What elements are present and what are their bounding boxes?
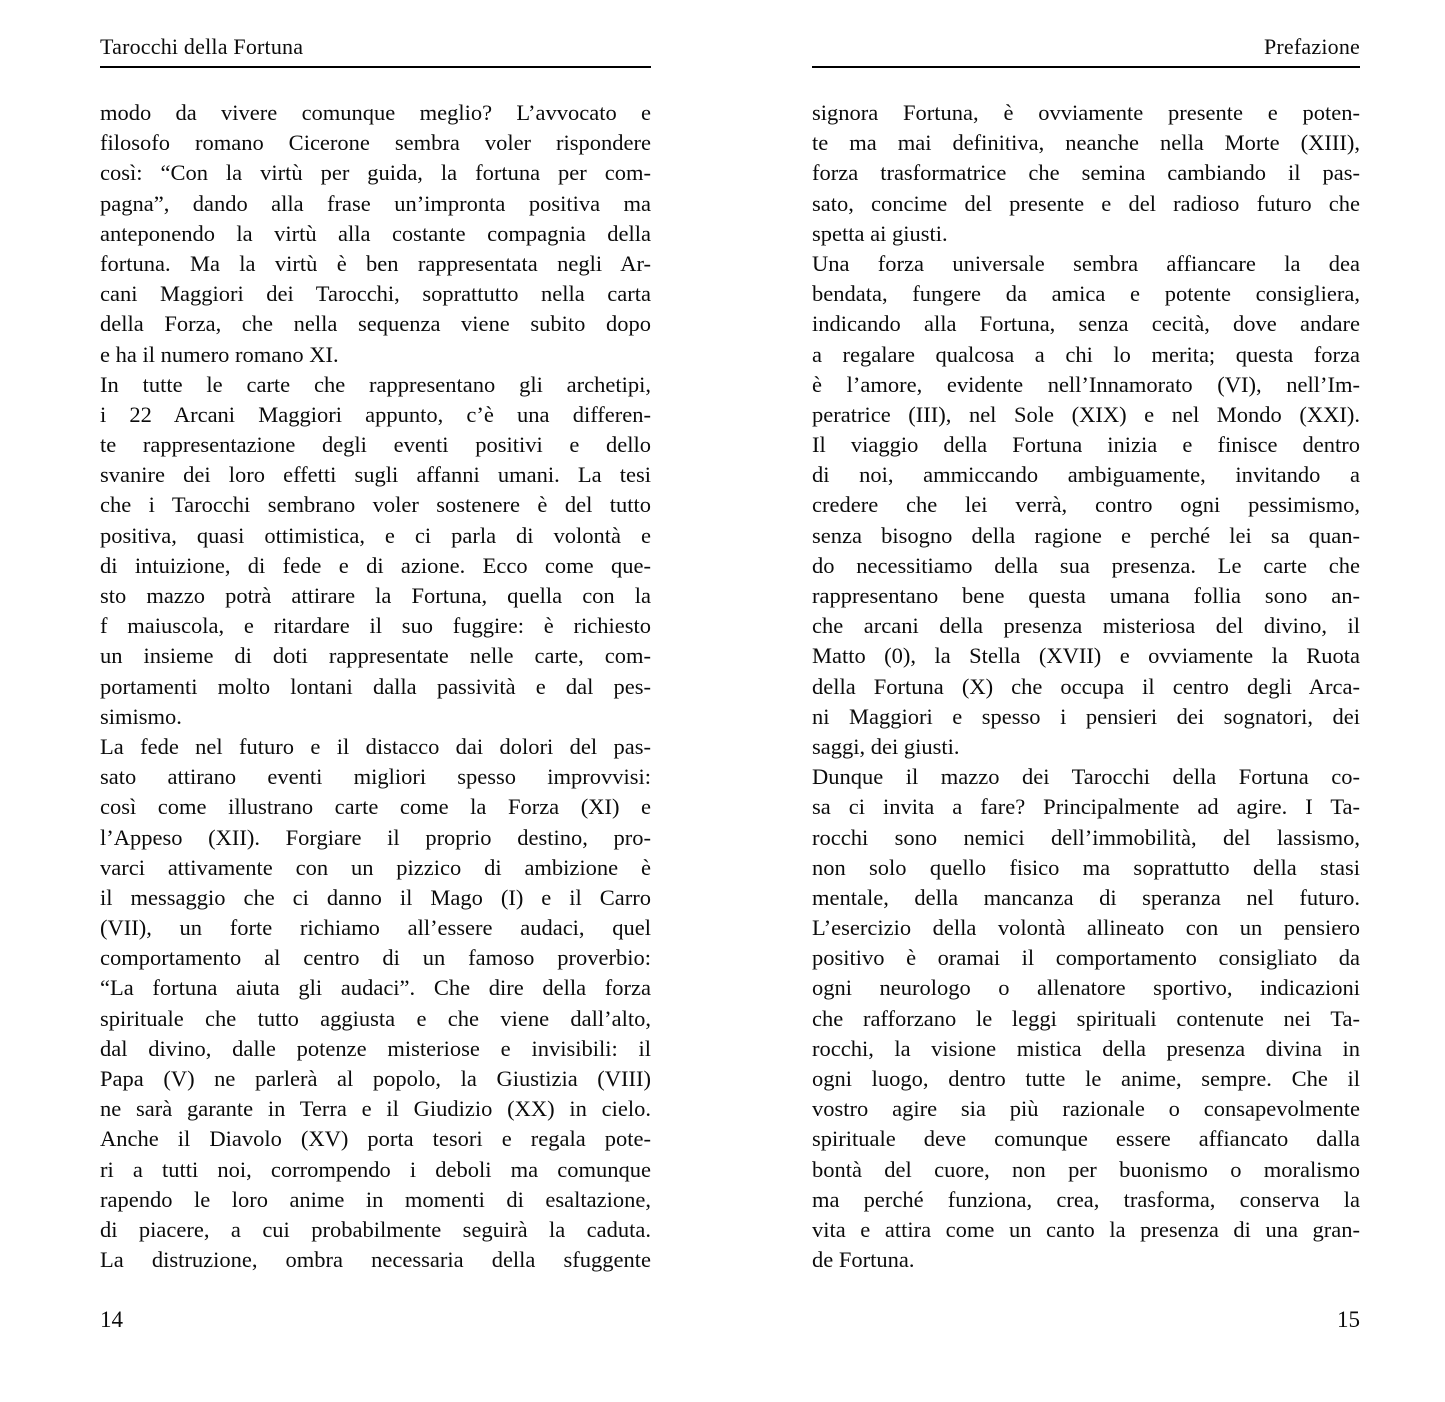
page-right <box>812 34 1360 1333</box>
page-body-right <box>812 98 1360 1275</box>
running-header-right: Prefazione <box>1263 34 1360 59</box>
text-line: ogni luogo, dentro tutte le anime, sempre. Che il <box>812 1066 1360 1091</box>
header-rule-left <box>100 66 651 68</box>
text-line: “La fortuna aiuta gli audaci”. Che dire della forza <box>100 975 651 1001</box>
text-line: indicando alla Fortuna, senza cecità, dove andare <box>812 311 1360 337</box>
text-line: di piacere, a cui probabilmente seguirà la caduta. <box>100 1216 651 1242</box>
text-line: te rappresentazione degli eventi positivi e dello <box>100 432 651 458</box>
text-line: sto mazzo potrà attirare la Fortuna, quella con la <box>100 583 651 608</box>
text-line: Il viaggio della Fortuna inizia e finisce dentro <box>812 432 1360 458</box>
text-line: non solo quello fisico ma soprattutto della stasi <box>812 854 1360 880</box>
page-header-left <box>100 34 651 68</box>
text-line: vostro agire sia più razionale o consapevolmente <box>812 1096 1360 1122</box>
text-line: ne sarà garante in Terra e il Giudizio (XX) in cielo. <box>100 1096 651 1122</box>
text-line: è l’amore, evidente nell’Innamorato (VI), nell’Im- <box>812 371 1360 397</box>
text-line: Matto (0), la Stella (XVII) e ovviamente la Ruota <box>812 643 1360 669</box>
text-line: di intuizione, di fede e di azione. Ecco come que- <box>100 552 651 578</box>
text-line: saggi, dei giusti. <box>812 733 960 759</box>
text-line: comportamento al centro di un famoso proverbio: <box>100 945 651 971</box>
text-line: ma perché funziona, crea, trasforma, conserva la <box>812 1186 1360 1212</box>
text-line: La fede nel futuro e il distacco dai dolori del pas- <box>100 733 651 759</box>
text-line: peratrice (III), nel Sole (XIX) e nel Mondo (XXI). <box>812 401 1360 427</box>
text-line: che rafforzano le leggi spirituali contenute nei Ta- <box>812 1005 1360 1031</box>
text-line: bendata, fungere da amica e potente consigliera, <box>812 281 1360 307</box>
text-line: ogni neurologo o allenatore sportivo, indicazioni <box>812 975 1360 1001</box>
text-line: sa ci invita a fare? Principalmente ad agire. I Ta- <box>812 794 1360 820</box>
text-line: portamenti molto lontani dalla passività e dal pes- <box>100 673 651 699</box>
page-body-left <box>100 98 651 1275</box>
page-number-right: 15 <box>1337 1307 1360 1333</box>
text-line: della Fortuna (X) che occupa il centro degli Arca- <box>812 673 1360 699</box>
text-line: de Fortuna. <box>812 1247 915 1273</box>
text-line: sato, concime del presente e del radioso futuro che <box>812 190 1360 216</box>
text-line: modo da vivere comunque meglio? L’avvocato e <box>100 100 651 125</box>
text-line: svanire dei loro effetti sugli affanni umani. La tesi <box>100 462 651 488</box>
text-line: così: “Con la virtù per guida, la fortuna per com- <box>100 160 651 186</box>
text-line: varci attivamente con un pizzico di ambizione è <box>100 854 651 880</box>
header-rule-right <box>812 66 1360 68</box>
text-line: così come illustrano carte come la Forza (XI) e <box>100 794 651 820</box>
text-line: il messaggio che ci danno il Mago (I) e il Carro <box>100 884 651 910</box>
text-line: Anche il Diavolo (XV) porta tesori e regala pote- <box>100 1126 651 1152</box>
text-line: positiva, quasi ottimistica, e ci parla di volontà e <box>100 522 651 548</box>
text-line: te ma mai definitiva, neanche nella Morte (XIII), <box>812 130 1360 156</box>
text-line: rocchi, la visione mistica della presenza divina in <box>812 1035 1360 1061</box>
text-line: Papa (V) ne parlerà al popolo, la Giustizia (VIII) <box>100 1066 651 1091</box>
text-line: pagna”, dando alla frase un’impronta positiva ma <box>100 190 651 216</box>
text-line: che i Tarocchi sembrano voler sostenere è del tutto <box>100 492 651 518</box>
text-line: i 22 Arcani Maggiori appunto, c’è una differen- <box>100 401 651 427</box>
text-line: Una forza universale sembra affiancare la dea <box>812 250 1360 276</box>
text-line: l’Appeso (XII). Forgiare il proprio destino, pro- <box>100 824 651 850</box>
text-line: vita e attira come un canto la presenza di una gran- <box>812 1216 1360 1242</box>
text-line: e ha il numero romano XI. <box>100 341 339 367</box>
text-line: (VII), un forte richiamo all’essere audaci, quel <box>100 915 651 941</box>
text-line: sato attirano eventi migliori spesso improvvisi: <box>100 764 651 790</box>
text-line: mentale, della mancanza di speranza nel futuro. <box>812 884 1360 910</box>
page-header-right <box>812 34 1360 68</box>
text-line: della Forza, che nella sequenza viene subito dopo <box>100 311 651 337</box>
text-line: f maiuscola, e ritardare il suo fuggire: è richiesto <box>100 613 651 639</box>
text-line: do necessitiamo della sua presenza. Le carte che <box>812 552 1360 578</box>
running-header-left: Tarocchi della Fortuna <box>100 34 304 59</box>
text-line: spetta ai giusti. <box>812 220 948 246</box>
text-line: di noi, ammiccando ambiguamente, invitando a <box>812 462 1360 488</box>
page-number-left: 14 <box>100 1307 123 1333</box>
text-line: anteponendo la virtù alla costante compagnia della <box>100 220 651 246</box>
text-line: signora Fortuna, è ovviamente presente e poten- <box>812 100 1360 125</box>
text-line: rapendo le loro anime in momenti di esaltazione, <box>100 1186 651 1212</box>
text-line: che arcani della presenza misteriosa del divino, il <box>812 613 1360 639</box>
text-line: cani Maggiori dei Tarocchi, soprattutto nella carta <box>100 281 651 307</box>
text-line: un insieme di doti rappresentate nelle carte, com- <box>100 643 651 669</box>
text-line: L’esercizio della volontà allineato con un pensiero <box>812 915 1360 941</box>
text-line: ni Maggiori e spesso i pensieri dei sognatori, dei <box>812 703 1360 729</box>
text-line: positivo è oramai il comportamento consigliato da <box>812 945 1360 971</box>
text-line: rocchi sono nemici dell’immobilità, del lassismo, <box>812 824 1360 850</box>
text-line: dal divino, dalle potenze misteriose e invisibili: il <box>100 1035 651 1061</box>
text-line: spirituale deve comunque essere affiancato dalla <box>812 1126 1360 1152</box>
text-line: rappresentano bene questa umana follia sono an- <box>812 583 1360 608</box>
text-line: filosofo romano Cicerone sembra voler rispondere <box>100 130 651 156</box>
text-line: spirituale che tutto aggiusta e che viene dall’alto, <box>100 1005 651 1031</box>
text-line: forza trasformatrice che semina cambiando il pas- <box>812 160 1360 186</box>
text-line: fortuna. Ma la virtù è ben rappresentata negli Ar- <box>100 250 651 276</box>
text-line: senza bisogno della ragione e perché lei sa quan- <box>812 522 1360 548</box>
text-line: Dunque il mazzo dei Tarocchi della Fortuna co- <box>812 764 1360 790</box>
text-line: La distruzione, ombra necessaria della sfuggente <box>100 1247 651 1273</box>
text-line: credere che lei verrà, contro ogni pessimismo, <box>812 492 1360 518</box>
text-line: ri a tutti noi, corrompendo i deboli ma comunque <box>100 1156 651 1182</box>
page-left <box>100 34 651 1333</box>
text-line: In tutte le carte che rappresentano gli archetipi, <box>100 371 651 397</box>
text-line: simismo. <box>100 703 182 729</box>
text-line: a regalare qualcosa a chi lo merita; questa forza <box>812 341 1360 367</box>
text-line: bontà del cuore, non per buonismo o moralismo <box>812 1156 1360 1182</box>
